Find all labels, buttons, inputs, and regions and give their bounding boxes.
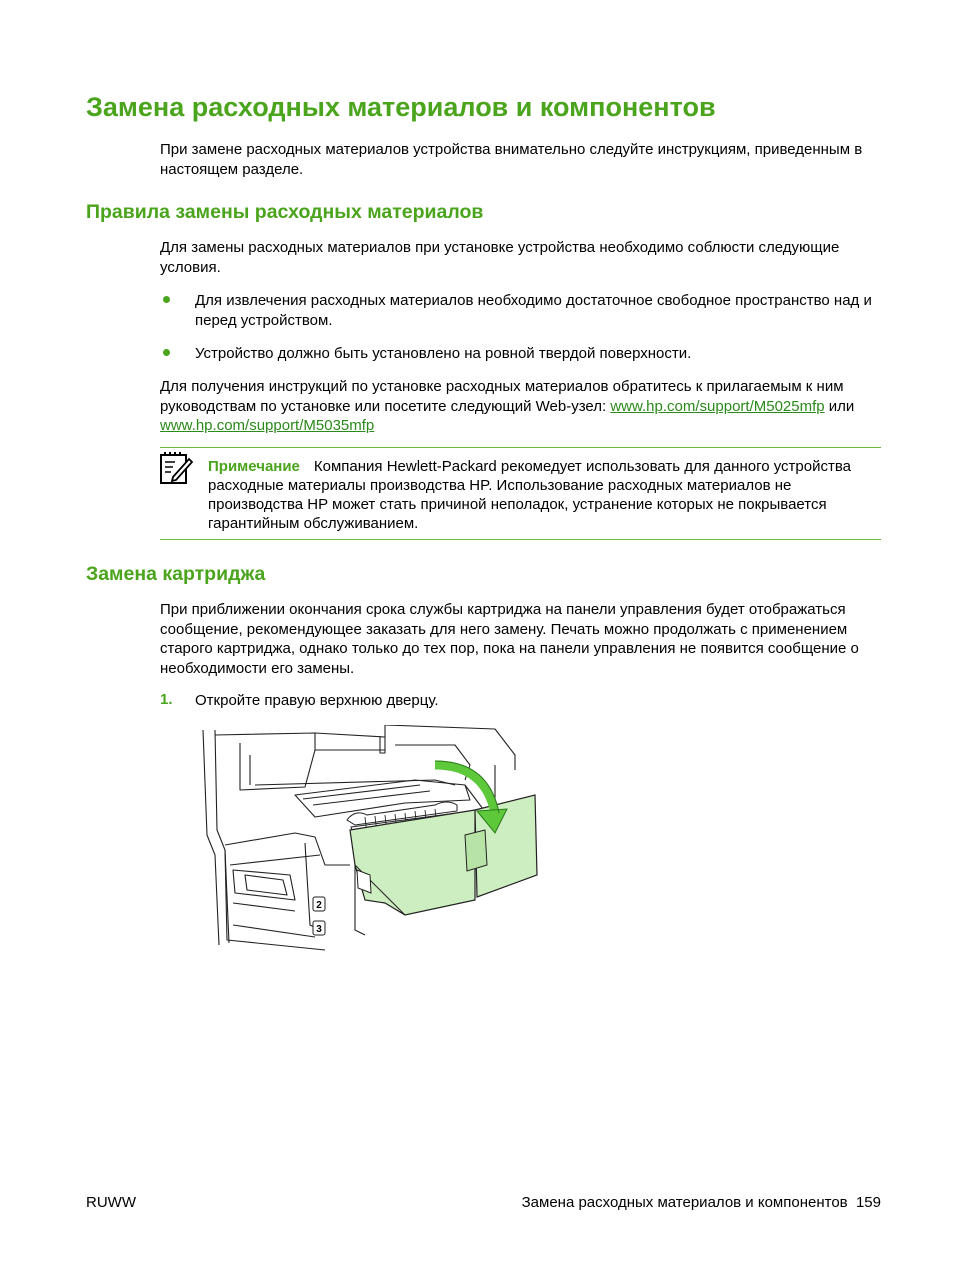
- footer-left: RUWW: [86, 1194, 136, 1211]
- tray-3-label: 3: [316, 924, 322, 935]
- footer-right: [522, 1194, 881, 1211]
- page-number: 159: [855, 1194, 881, 1211]
- support-link-m5035[interactable]: www.hp.com/support/M5035mfp: [160, 417, 375, 434]
- note-text: Компания Hewlett-Packard рекомедует использовать для данного устройства расходные материалы производства HP. Использование расходных материалов не производства HP может стать причиной неполадок, устранение которых не покрывается гарантийным обслуживанием.: [208, 458, 851, 532]
- page-title: Замена расходных материалов и компонентов: [86, 92, 716, 122]
- note-label: Примечание: [208, 458, 300, 475]
- printer-open-door-illustration: [195, 725, 545, 957]
- section-heading-cartridge: Замена картриджа: [86, 563, 266, 585]
- note-paragraph: [208, 457, 884, 533]
- support-link-m5025[interactable]: www.hp.com/support/M5025mfp: [610, 397, 825, 415]
- step-number: 1.: [160, 691, 173, 708]
- rules-intro-paragraph: Для замены расходных материалов при установке устройства необходимо соблюсти следующие условия.: [160, 239, 840, 276]
- bullet-marker: [163, 349, 170, 356]
- note-icon: [159, 452, 193, 486]
- note-top-rule: [160, 447, 881, 448]
- step-text: Откройте правую верхнюю дверцу.: [195, 692, 439, 709]
- section-heading-rules: Правила замены расходных материалов: [86, 201, 484, 223]
- bullet-item-surface: Устройство должно быть установлено на ровной твердой поверхности.: [195, 345, 692, 362]
- intro-paragraph: При замене расходных материалов устройства внимательно следуйте инструкциям, приведенным в настоящем разделе.: [160, 141, 863, 178]
- tray-2-label: 2: [316, 900, 322, 911]
- bullet-marker: [163, 296, 170, 303]
- note-bottom-rule: [160, 539, 881, 540]
- footer-title: Замена расходных материалов и компонентов: [521, 1194, 848, 1211]
- bullet-item-space: Для извлечения расходных материалов необходимо достаточное свободное пространство над и перед устройством.: [195, 292, 872, 329]
- instructions-text: Для получения инструкций по установке расходных материалов обратитесь к прилагаемым к ним руководствам по установке или посетите следующий Web-узел:: [160, 378, 844, 415]
- cartridge-intro-paragraph: При приближении окончания срока службы картриджа на панели управления будет отображаться сообщение, рекомендующее заказать для него замену. Печать можно продолжать с применением старого картриджа, однако только до тех пор, пока на панели управления не появится сообщение о необходимости его замены.: [160, 601, 859, 677]
- instructions-paragraph: [160, 377, 884, 436]
- or-text: или: [828, 397, 855, 415]
